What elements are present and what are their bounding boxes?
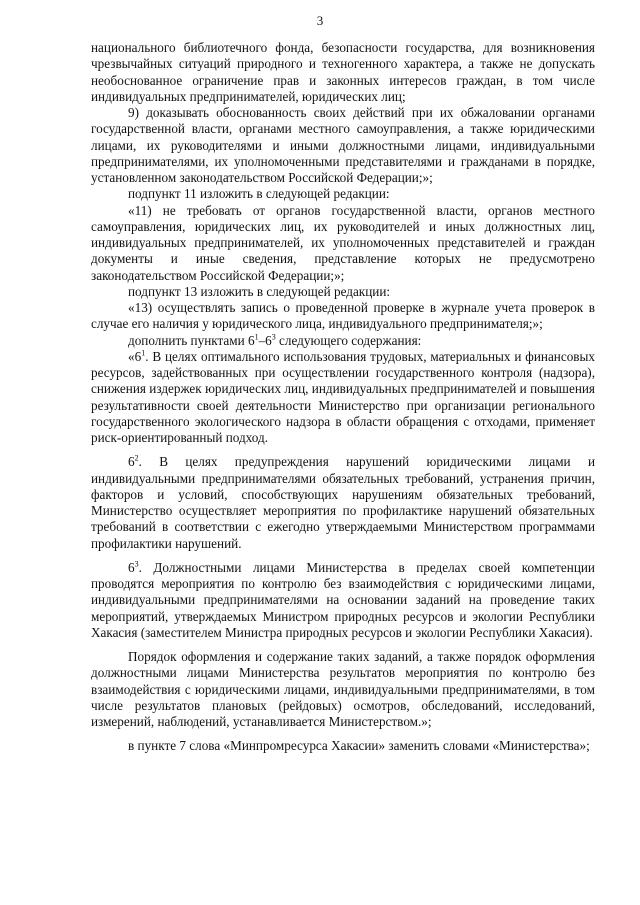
text-fragment: . Должностными лицами Министерства в пределах своей компетенции проводятся мероприятия по контролю без взаимодействия с юридическими лицами, индивидуальными предпринимателями на основании заданий на проведение таких мероприятий, утверждаемых Министром природных ресурсов и экологии Республики Хакасия (заместителем Министра природных ресурсов и экологии Республики Хакасия). [91, 559, 595, 640]
superscript: 1 [141, 348, 146, 358]
text-fragment: . В целях оптимального использования трудовых, материальных и финансовых ресурсов, задействованных при осуществлении государственного контроля (надзора), снижения издержек юридических лиц, индивидуальных предпринимателей и повышения результативности своей деятельности Министерство при организации регионального государственного экологического надзора в области обращения с отходами, применяет риск-ориентированный подход. [91, 348, 595, 445]
paragraph-point-6-3 [91, 560, 595, 641]
superscript: 1 [254, 332, 259, 342]
paragraph-subpoint-11-intro: подпункт 11 изложить в следующей редакции: [128, 186, 390, 202]
text-fragment: 6 [128, 559, 135, 575]
paragraph-procedure: Порядок оформления и содержание таких заданий, а также порядок оформления должностными лицами Министерства результатов мероприятия по контролю без взаимодействия с юридическими лицами, индивидуальными предпринимателями, в том числе результатов плановых (рейдовых) осмотров, обследований, исследований, измерений, наблюдений, устанавливается Министерством.»; [91, 649, 595, 729]
text-fragment: 6 [128, 454, 135, 470]
text-fragment: следующего содержания: [275, 332, 422, 348]
text-fragment: . В целях предупреждения нарушений юридическими лицами и индивидуальными предпринимателями обязательных требований, устранения причин, факторов и условий, способствующих нарушениям обязательных требований, Министерство осуществляет мероприятия по профилактике нарушений обязательных требований в соответствии с ежегодно утверждаемыми Министерством программами профилактики нарушений. [91, 454, 595, 551]
page-number: 3 [316, 13, 324, 28]
paragraph-point-6-1 [91, 349, 595, 447]
superscript: 3 [271, 332, 276, 342]
text-fragment: дополнить пунктами 6 [128, 332, 255, 348]
superscript: 3 [134, 559, 139, 569]
superscript: 2 [134, 453, 139, 463]
paragraph-item-7-replace: в пункте 7 слова «Минпромресурса Хакасии» заменить словами «Министерства»; [128, 738, 590, 754]
paragraph-item-9: 9) доказывать обоснованность своих действий при их обжаловании органами государственной власти, органами местного самоуправления, а также юридическими лицами, их руководителями и иными должностными лицами, индивидуальными предпринимателями, их уполномоченными представителями и гражданами в порядке, установленном законодательством Российской Федерации;»; [91, 105, 595, 185]
text-fragment: «6 [128, 348, 142, 364]
paragraph-point-6-2 [91, 454, 595, 552]
paragraph-item-13: «13) осуществлять запись о проведенной проверке в журнале учета проверок в случае его наличия у юридического лица, индивидуального предпринимателя;»; [91, 300, 595, 332]
document-body [91, 40, 595, 755]
paragraph-add-points-intro [91, 333, 595, 349]
text-fragment: –6 [258, 332, 272, 348]
paragraph-continuation: национального библиотечного фонда, безопасности государства, для возникновения чрезвычайных ситуаций природного и техногенного характера, а также не допускать необоснованное ограничение прав и законных интересов граждан, в том числе индивидуальных предпринимателей, юридических лиц; [91, 40, 595, 104]
paragraph-subpoint-13-intro: подпункт 13 изложить в следующей редакции: [128, 283, 391, 299]
paragraph-item-11: «11) не требовать от органов государственной власти, органов местного самоуправления, юридических лиц, их руководителей и иных должностных лиц, индивидуальных предпринимателей, их уполномоченных представителей и граждан документы и иные сведения, представление которых не предусмотрено законодательством Российской Федерации;»; [91, 202, 595, 283]
